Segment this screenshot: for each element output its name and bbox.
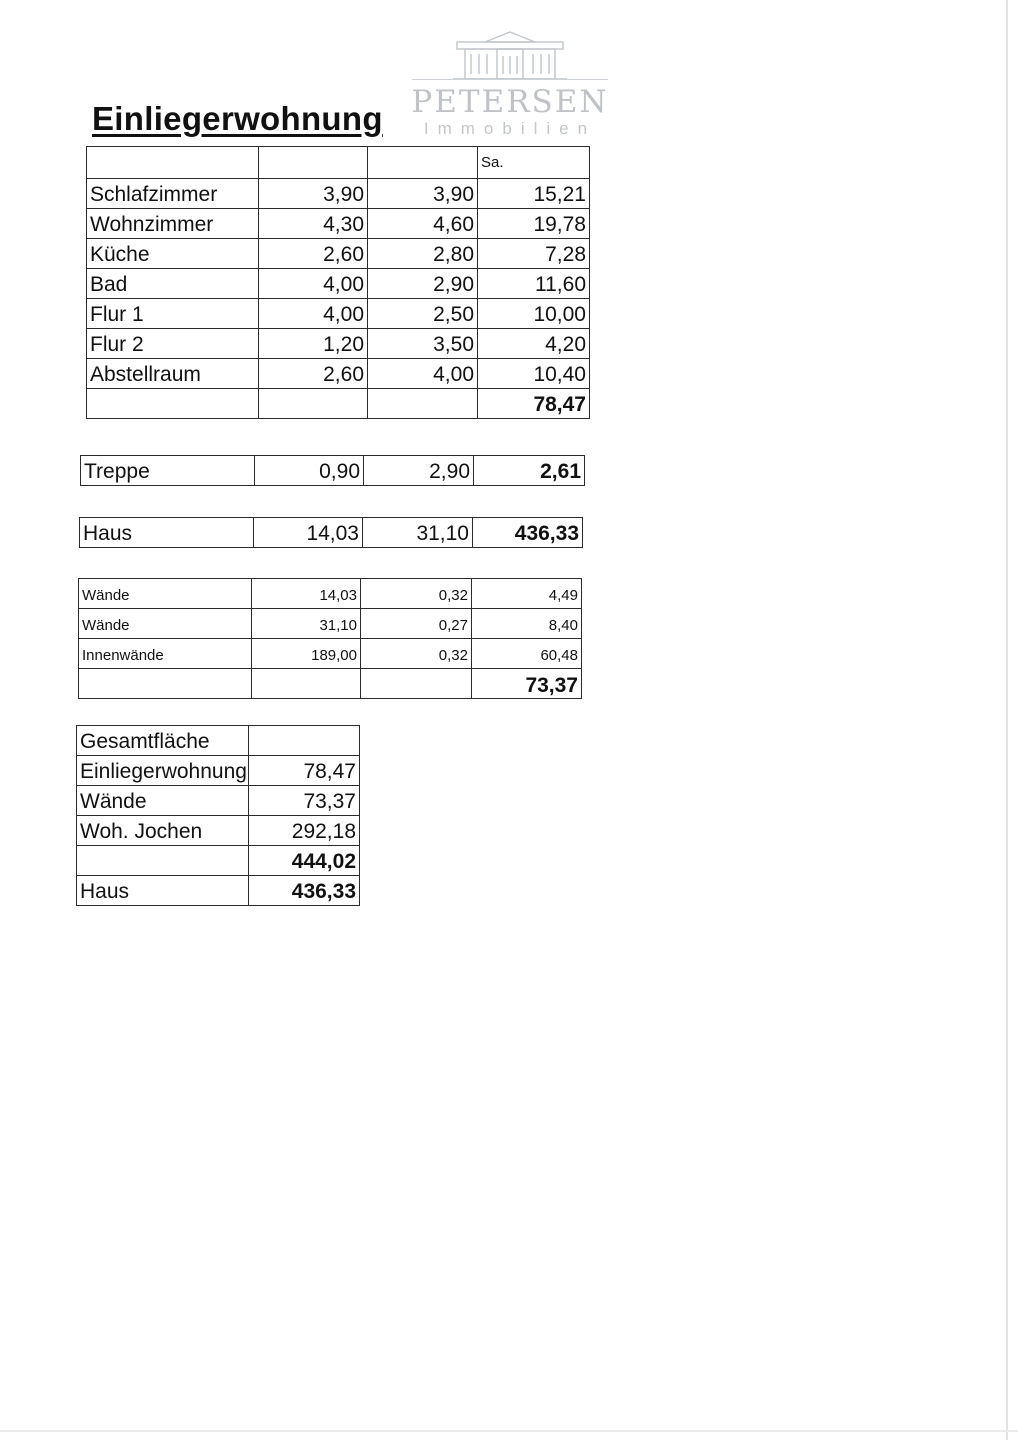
rooms-table — [86, 146, 590, 419]
haus-length: 14,03 — [254, 518, 363, 548]
room-length: 4,00 — [259, 299, 368, 329]
summary-label: Woh. Jochen — [77, 816, 249, 846]
scan-bottom-edge — [0, 1430, 1018, 1432]
table-row — [77, 816, 360, 846]
table-row — [81, 456, 585, 486]
room-width: 2,90 — [368, 269, 478, 299]
table-row — [77, 876, 360, 906]
header-cell — [87, 147, 259, 179]
room-width: 4,00 — [368, 359, 478, 389]
table-row — [79, 579, 582, 609]
summary-haus-value: 436,33 — [249, 876, 360, 906]
wall-length: 31,10 — [252, 609, 361, 639]
room-name: Abstellraum — [87, 359, 259, 389]
room-area: 15,21 — [478, 179, 590, 209]
table-row — [77, 756, 360, 786]
wall-area: 4,49 — [472, 579, 582, 609]
room-name: Schlafzimmer — [87, 179, 259, 209]
header-cell — [259, 147, 368, 179]
room-area: 19,78 — [478, 209, 590, 239]
room-name: Küche — [87, 239, 259, 269]
table-row — [87, 299, 590, 329]
summary-label: Einliegerwohnung — [77, 756, 249, 786]
empty-cell — [77, 846, 249, 876]
room-name: Wohnzimmer — [87, 209, 259, 239]
haus-label: Haus — [80, 518, 254, 548]
table-row — [87, 329, 590, 359]
treppe-label: Treppe — [81, 456, 255, 486]
room-area: 4,20 — [478, 329, 590, 359]
walls-table — [78, 578, 582, 699]
wall-thickness: 0,32 — [361, 579, 472, 609]
table-row — [87, 269, 590, 299]
empty-cell — [249, 726, 360, 756]
wall-thickness: 0,32 — [361, 639, 472, 669]
summary-value: 73,37 — [249, 786, 360, 816]
wall-label: Wände — [79, 609, 252, 639]
total-row — [87, 389, 590, 419]
room-length: 4,00 — [259, 269, 368, 299]
room-length: 2,60 — [259, 359, 368, 389]
room-length: 4,30 — [259, 209, 368, 239]
wall-length: 189,00 — [252, 639, 361, 669]
haus-width: 31,10 — [363, 518, 473, 548]
empty-cell — [252, 669, 361, 699]
wall-label: Innenwände — [79, 639, 252, 669]
room-width: 2,50 — [368, 299, 478, 329]
wall-label: Wände — [79, 579, 252, 609]
wall-length: 14,03 — [252, 579, 361, 609]
total-row — [79, 669, 582, 699]
table-row — [87, 209, 590, 239]
logo-divider — [412, 79, 608, 80]
treppe-width: 2,90 — [364, 456, 474, 486]
treppe-length: 0,90 — [255, 456, 364, 486]
summary-sum: 444,02 — [249, 846, 360, 876]
treppe-table — [80, 455, 585, 486]
empty-cell — [259, 389, 368, 419]
empty-cell — [87, 389, 259, 419]
empty-cell — [368, 389, 478, 419]
wall-thickness: 0,27 — [361, 609, 472, 639]
table-header-row — [87, 147, 590, 179]
page-title: Einliegerwohnung — [92, 100, 383, 137]
treppe-area: 2,61 — [474, 456, 585, 486]
wall-area: 8,40 — [472, 609, 582, 639]
rooms-total: 78,47 — [478, 389, 590, 419]
header-cell — [368, 147, 478, 179]
room-length: 1,20 — [259, 329, 368, 359]
summary-value: 292,18 — [249, 816, 360, 846]
summary-heading: Gesamtfläche — [77, 726, 249, 756]
room-length: 2,60 — [259, 239, 368, 269]
table-row — [77, 786, 360, 816]
table-row — [79, 609, 582, 639]
summary-value: 78,47 — [249, 756, 360, 786]
room-area: 10,40 — [478, 359, 590, 389]
room-area: 10,00 — [478, 299, 590, 329]
company-logo — [408, 30, 612, 142]
room-width: 2,80 — [368, 239, 478, 269]
wall-area: 60,48 — [472, 639, 582, 669]
sum-column-header: Sa. — [478, 147, 590, 179]
room-width: 3,90 — [368, 179, 478, 209]
haus-area: 436,33 — [473, 518, 583, 548]
haus-table — [79, 517, 583, 548]
room-name: Flur 2 — [87, 329, 259, 359]
room-name: Bad — [87, 269, 259, 299]
table-row — [87, 239, 590, 269]
room-area: 7,28 — [478, 239, 590, 269]
room-width: 4,60 — [368, 209, 478, 239]
table-row — [87, 359, 590, 389]
room-length: 3,90 — [259, 179, 368, 209]
summary-label: Haus — [77, 876, 249, 906]
table-row — [77, 726, 360, 756]
room-area: 11,60 — [478, 269, 590, 299]
total-row — [77, 846, 360, 876]
scan-edge — [1006, 0, 1008, 1440]
summary-label: Wände — [77, 786, 249, 816]
summary-table — [76, 725, 360, 906]
room-name: Flur 1 — [87, 299, 259, 329]
mansion-icon — [453, 30, 567, 82]
room-width: 3,50 — [368, 329, 478, 359]
empty-cell — [79, 669, 252, 699]
table-row — [87, 179, 590, 209]
logo-name: PETERSEN — [411, 84, 609, 120]
empty-cell — [361, 669, 472, 699]
walls-total: 73,37 — [472, 669, 582, 699]
logo-subtitle: Immobilien — [423, 119, 597, 138]
table-row — [80, 518, 583, 548]
table-row — [79, 639, 582, 669]
